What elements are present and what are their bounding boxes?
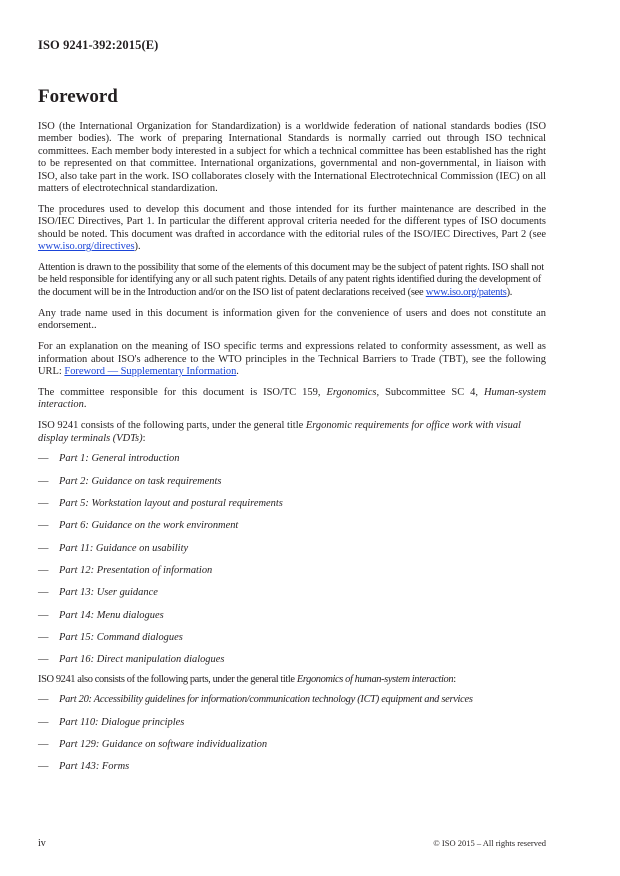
list-item: — Part 110: Dialogue principles [38, 716, 185, 728]
list-item: — Part 13: User guidance [38, 587, 158, 599]
supplementary-info-link[interactable]: Foreword — Supplementary Information [64, 365, 237, 377]
paragraph-trade-name: Any trade name used in this document is information given for the convenience of users and does not constitute an endorsement.. [38, 307, 546, 332]
copyright-notice: © ISO 2015 – All rights reserved [433, 838, 546, 848]
list-item: — Part 12: Presentation of information [38, 564, 213, 576]
dash-bullet: — [38, 453, 49, 465]
list-item: — Part 11: Guidance on usability [38, 542, 189, 554]
foreword-body [38, 121, 546, 784]
dash-bullet: — [38, 520, 49, 532]
list-item: — Part 143: Forms [38, 761, 130, 773]
patents-link[interactable]: www.iso.org/patents [425, 286, 507, 298]
dash-bullet: — [38, 694, 49, 706]
parts-list-vdt [38, 453, 546, 666]
dash-bullet: — [38, 587, 49, 599]
paragraph-procedures: The procedures used to develop this document and those intended for its further maintenance are described in the ISO/IEC Directives, Part 1. In particular the different approval criteria needed for the different types of ISO documents should be noted. This document was drafted in accordance with the editorial rules of the ISO/IEC Directives, Part 2 (see www.iso.org/directives). [38, 203, 546, 253]
directives-link[interactable]: www.iso.org/directives [38, 241, 135, 253]
paragraph-committee: The committee responsible for this document is ISO/TC 159, Ergonomics, Subcommittee SC 4, Human-system interaction. [38, 386, 547, 411]
paragraph-parts-vdt: ISO 9241 consists of the following parts, under the general title Ergonomic requirements for office work with visual display terminals (VDTs): [38, 420, 521, 444]
list-item: — Part 16: Direct manipulation dialogues [38, 654, 225, 666]
dash-bullet: — [38, 631, 49, 643]
list-item: — Part 20: Accessibility guidelines for information/communication technology (ICT) equipment and services [38, 694, 473, 706]
paragraph-parts-hsi: ISO 9241 also consists of the following parts, under the general title Ergonomics of human-system interaction: [38, 673, 456, 685]
list-item: — Part 15: Command dialogues [38, 631, 183, 643]
list-item: — Part 2: Guidance on task requirements [38, 475, 222, 487]
paragraph-conformity: For an explanation on the meaning of ISO specific terms and expressions related to conformity assessment, as well as information about ISO's adherence to the WTO principles in the Technical Barriers to Trade (TBT), see the following URL: Foreword — Supplementary Information. [38, 341, 546, 377]
list-item: — Part 1: General introduction [38, 453, 180, 465]
page-title: Foreword [38, 86, 118, 107]
list-item: — Part 14: Menu dialogues [38, 609, 164, 621]
dash-bullet: — [38, 542, 49, 554]
dash-bullet: — [38, 761, 49, 773]
page-number: iv [38, 838, 46, 849]
list-item: — Part 129: Guidance on software individualization [38, 739, 268, 751]
dash-bullet: — [38, 498, 49, 510]
dash-bullet: — [38, 609, 49, 621]
dash-bullet: — [38, 654, 49, 666]
dash-bullet: — [38, 739, 49, 751]
paragraph-iso-intro: ISO (the International Organization for Standardization) is a worldwide federation of national standards bodies (ISO member bodies). The work of preparing International Standards is normally carried out through ISO technical committees. Each member body interested in a subject for which a technical committee has been established has the right to be represented on that committee. International organizations, governmental and non-governmental, in liaison with ISO, also take part in the work. ISO collaborates closely with the International Electrotechnical Commission (IEC) on all matters of electrotechnical standardization. [38, 121, 546, 195]
paragraph-patents: Attention is drawn to the possibility that some of the elements of this document may be the subject of patent rights. ISO shall not be held responsible for identifying any or all such patent rights. Details of any patent rights identified during the development of the document will be in the Introduction and/or on the ISO list of patent declarations received (see www.iso.org/patents). [38, 262, 544, 298]
parts-list-hsi [38, 694, 546, 773]
list-item: — Part 6: Guidance on the work environment [38, 520, 239, 532]
dash-bullet: — [38, 716, 49, 728]
dash-bullet: — [38, 475, 49, 487]
dash-bullet: — [38, 564, 49, 576]
list-item: — Part 5: Workstation layout and postural requirements [38, 498, 283, 510]
document-id: ISO 9241-392:2015(E) [38, 38, 159, 52]
